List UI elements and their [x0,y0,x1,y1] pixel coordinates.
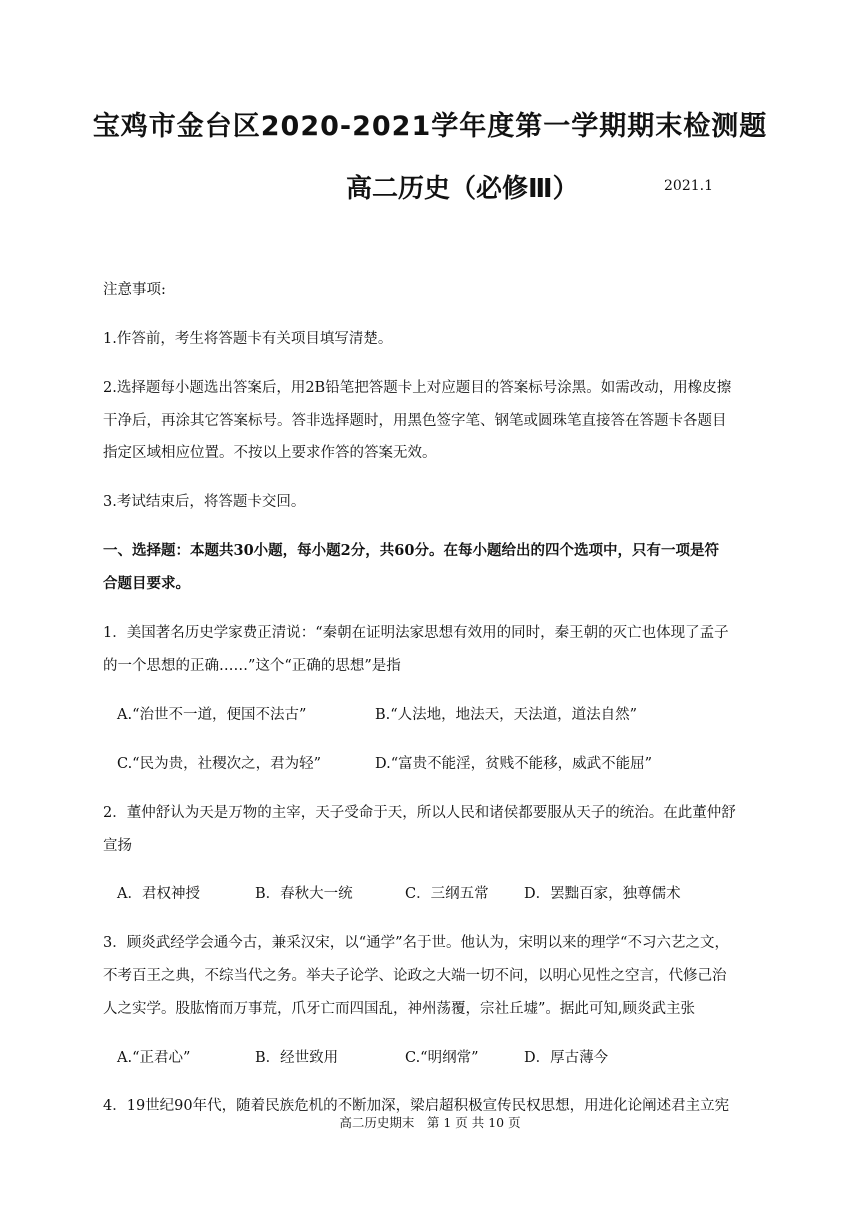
section-heading: 合题目要求。 [103,575,190,592]
question-stem: 宣扬 [103,838,132,854]
question-stem: 2．董仲舒认为天是万物的主宰，天子受命于天，所以人民和诸侯都要服从天子的统治。在此董仲舒 [103,805,736,821]
notice-item: 3.考试结束后，将答题卡交回。 [103,494,306,510]
option-b: B．春秋大一统 [255,886,353,902]
page-footer: 高二历史期末 第 1 页 共 10 页 [339,1115,521,1130]
option-c: C.“民为贵，社稷次之，君为轻” [117,756,322,772]
option-b: B．经世致用 [255,1050,339,1066]
option-a: A.“正君心” [117,1050,191,1066]
option-a: A.“治世不一道，便国不法古” [117,707,307,723]
notice-item: 1.作答前，考生将答题卡有关项目填写清楚。 [103,331,393,347]
exam-title: 宝鸡市金台区2020-2021学年度第一学期期末检测题 [92,111,768,142]
option-b: B.“人法地，地法天，天法道，道法自然” [375,707,638,723]
question-stem: 1．美国著名历史学家费正清说：“秦朝在证明法家思想有效用的同时，秦王朝的灭亡也体现了孟子 [103,625,729,641]
notice-item: 指定区域相应位置。不按以上要求作答的答案无效。 [103,445,437,461]
question-stem: 不考百王之典，不综当代之务。举夫子论学、论政之大端一切不问，以明心见性之空言，代修己治 [103,968,727,984]
question-stem: 4．19世纪90年代，随着民族危机的不断加深，梁启超积极宣传民权思想，用进化论阐述君主立宪 [103,1098,730,1114]
question-stem: 3．顾炎武经学会通今古，兼采汉宋，以“通学”名于世。他认为，宋明以来的理学“不习六艺之文， [103,935,729,951]
option-a: A．君权神授 [117,886,200,902]
option-d: D．罢黜百家，独尊儒术 [524,886,681,902]
notice-item: 2.选择题每小题选出答案后，用2B铅笔把答题卡上对应题目的答案标号涂黑。如需改动，用橡皮擦 [103,380,732,396]
option-c: C．三纲五常 [405,886,489,902]
section-heading: 一、选择题：本题共30小题，每小题2分，共60分。在每小题给出的四个选项中，只有一项是符 [103,542,719,559]
exam-date: 2021.1 [664,178,713,194]
option-c: C.“明纲常” [405,1050,479,1066]
question-stem: 的一个思想的正确……”这个“正确的思想”是指 [103,658,401,674]
option-d: D．厚古薄今 [524,1050,609,1066]
notice-item: 干净后，再涂其它答案标号。答非选择题时，用黑色签字笔、钢笔或圆珠笔直接答在答题卡各题目 [103,413,727,429]
exam-subtitle: 高二历史（必修Ⅲ） [346,174,579,204]
option-d: D.“富贵不能淫，贫贱不能移，威武不能屈” [375,756,653,772]
question-stem: 人之实学。股肱惰而万事荒，爪牙亡而四国乱，神州荡覆，宗社丘墟”。据此可知,顾炎武主张 [103,1001,696,1017]
notice-heading: 注意事项: [103,282,166,298]
